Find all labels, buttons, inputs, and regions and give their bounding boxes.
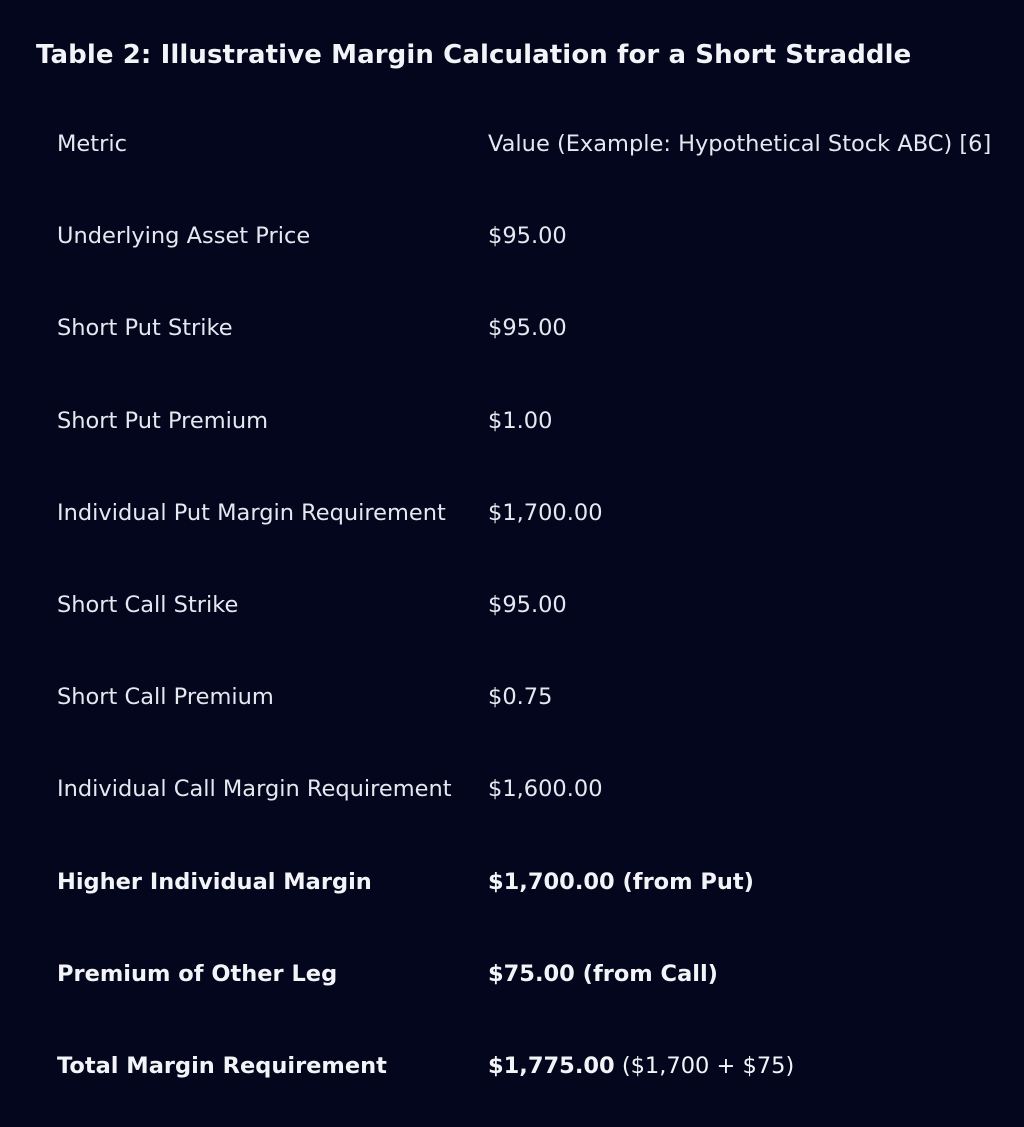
row-metric: Short Call Strike [57,592,239,619]
row-metric: Total Margin Requirement [57,1052,387,1079]
header-metric: Metric [57,131,127,158]
row-value: $95.00 [488,223,567,250]
header-value: Value (Example: Hypothetical Stock ABC) [6] [488,131,992,158]
table-row [57,743,1008,835]
row-value: $0.75 [488,684,553,711]
table-row [57,190,1008,282]
margin-table [57,98,1008,1112]
row-metric: Short Put Premium [57,407,269,434]
row-value: $1,600.00 [488,776,603,803]
row-metric: Premium of Other Leg [57,960,338,987]
table-row [57,928,1008,1020]
table-row-total [57,1020,1008,1112]
table-row [57,836,1008,928]
row-value: $95.00 [488,592,567,619]
row-metric: Higher Individual Margin [57,868,372,895]
row-metric: Individual Put Margin Requirement [57,499,446,526]
row-value-cell [488,1020,1008,1112]
table-header-row [57,98,1008,190]
row-value: $75.00 (from Call) [488,960,718,987]
table-row [57,651,1008,743]
table-row [57,559,1008,651]
row-value: $1,775.00 [488,1052,615,1079]
row-value: $95.00 [488,315,567,342]
row-metric: Underlying Asset Price [57,223,311,250]
row-metric: Short Put Strike [57,315,233,342]
table-row [57,467,1008,559]
table-row [57,375,1008,467]
table-row [57,282,1008,374]
row-value: $1,700.00 (from Put) [488,868,754,895]
table-title: Table 2: Illustrative Margin Calculation for a Short Straddle [36,40,912,70]
row-value-note: ($1,700 + $75) [614,1052,795,1079]
row-metric: Individual Call Margin Requirement [57,776,452,803]
row-value: $1,700.00 [488,499,603,526]
row-metric: Short Call Premium [57,684,274,711]
row-value: $1.00 [488,407,553,434]
